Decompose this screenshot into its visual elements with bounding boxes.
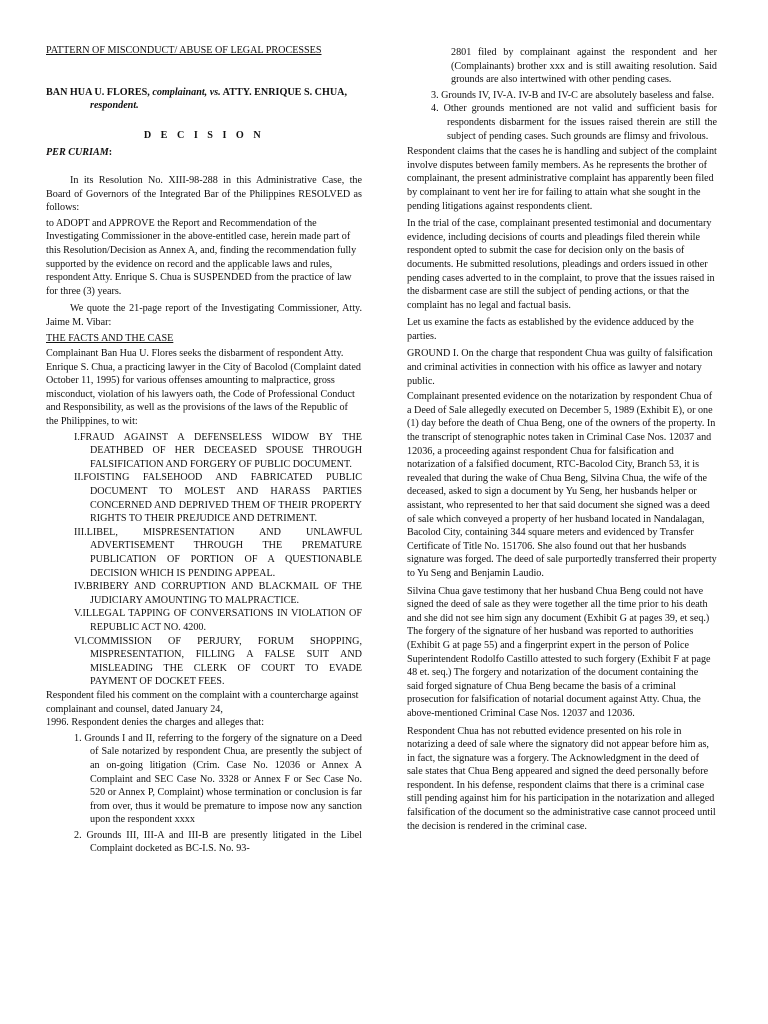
allegation-item: 1. Grounds I and II, referring to the forgery of the signature on a Deed of Sale notarized by respondent Chua, are presently the subject of an on-going litigation (Crim. Case No. 12036 or Annex A Complaint and SEC Case No. 3328 or Annex F or Sec Case No. 520 or Annex P, Complaint) whose termination or conclusion is far from over, thus it would be premature to impose now any sanction upon the respondent xxxx xyxy=(74,732,362,826)
complainant-role: complainant, xyxy=(152,86,208,98)
facts-heading: THE FACTS AND THE CASE xyxy=(46,332,174,344)
comment-line-a: Respondent filed his comment on the complaint with a countercharge against complainant and counsel, dated January 24, xyxy=(46,689,359,715)
resolution-paragraph: In its Resolution No. XIII-98-288 in this Administrative Case, the Board of Governors of the Integrated Bar of the Philippines RESOLVED as follows: xyxy=(46,174,362,214)
examine-facts-paragraph: Let us examine the facts as established by the evidence adduced by the parties. xyxy=(407,317,694,342)
charge-item: VI.COMMISSION OF PERJURY, FORUM SHOPPING, MISPRESENTATION, FILLING A FALSE SUIT AND MISLEADING THE CLERK OF COURT TO EVADE PAYMENT OF DOCKET FEES. xyxy=(74,635,362,688)
complainant-name: BAN HUA U. FLORES, xyxy=(46,86,150,98)
charge-item: II.FOISTING FALSEHOOD AND FABRICATED PUBLIC DOCUMENT TO MOLEST AND HARASS PARTIES CONCERNED AND DEPRIVED THEM OF THEIR PROPERTY RIGHTS TO THEIR PREJUDICE AND DETRIMENT. xyxy=(74,472,362,525)
charge-item: I.FRAUD AGAINST A DEFENSELESS WIDOW BY THE DEATHBED OF HER DECEASED SPOUSE THROUGH FALSIFICATION AND FORGERY OF PUBLIC DOCUMENT. xyxy=(74,431,362,470)
resolution-quote: to ADOPT and APPROVE the Report and Recommendation of the Investigating Commissioner in the above-entitled case, herein made part of this Resolution/Decision as Annex A, and, finding the recommendation fully supported by the evidence on record and the applicable laws and rules, respondent Atty. Enrique S. Chua is SUSPENDED from the practice of law for three (3) years. xyxy=(46,217,357,297)
evidence-paragraph: Complainant presented evidence on the notarization by respondent Chua of a Deed of Sale allegedly executed on December 5, 1989 (Exhibit E), or one (1) day before the death of Chua Beng, one of the owners of the property. In the transcript of stenographic notes taken in Criminal Case Nos. 12037 and 12036, a proceeding against respondent Chua for falsification and notarization of a falsified document, RTC-Bacolod City, Branch 53, it is revealed that during the wake of Chua Beng, Silvina Chua, the wife of the deceased, asked to sign a document by Yu Seng, her husbands helper or assistant, who represented to her that said document she signed was a deed of sale which conveyed a property of her husband located in Nandalagan, Bacolod City, containing 344 square meters and evidenced by Transfer Certificate of Title No. 151706. She also found out that her husbands signature was forged. The deed of sale purportedly transferred their property to Yu Seng and Benjamin Laudio. xyxy=(407,391,717,579)
comment-paragraph xyxy=(46,689,362,730)
complaint-paragraph: Complainant Ban Hua U. Flores seeks the disbarment of respondent Atty. Enrique S. Chua, a practicing lawyer in the City of Bacolod (Complaint dated October 11, 1995) for various offenses amounting to malpractice, gross misconduct, violation of his lawyers oath, the Code of Professional Conduct and Responsibility, as well as the provisions of the laws of the Republic of the Philippines, to wit: xyxy=(46,348,361,428)
charges-list xyxy=(46,431,362,689)
case-parties xyxy=(46,86,362,113)
charge-item: IV.BRIBERY AND CORRUPTION AND BLACKMAIL OF THE JUDICIARY AMOUNTING TO MALPRACTICE. xyxy=(74,581,362,606)
right-column xyxy=(407,46,717,833)
respondent-claim-paragraph: Respondent claims that the cases he is handling and subject of the complaint involve disputes between family members. As he represents the brother of complainant, the present administrative complaint has apparently been filed by complainant to vent her ire for failing to attain what she sought in the pending litigations against respondents client. xyxy=(407,146,717,212)
comment-line-b: 1996. Respondent denies the charges and alleges that: xyxy=(46,717,265,729)
per-curiam-label: PER CURIAM xyxy=(46,147,109,159)
respondent-name: ATTY. ENRIQUE S. CHUA, xyxy=(222,86,348,98)
allegations-list xyxy=(46,732,362,856)
allegation-item: 4. Other grounds mentioned are not valid and sufficient basis for respondents disbarment for the issues raised therein are still the subject of pending cases. Such grounds are flimsy and frivolous. xyxy=(431,103,717,142)
document-title: PATTERN OF MISCONDUCT/ ABUSE OF LEGAL PROCESSES xyxy=(46,45,322,56)
charge-item: III.LIBEL, MISPRESENTATION AND UNLAWFUL ADVERTISEMENT THROUGH THE PREMATURE PUBLICATION OF PORTION OF A QUESTIONABLE DECISION WHICH IS PENDING APPEAL. xyxy=(74,526,362,579)
per-curiam-colon: : xyxy=(108,147,113,159)
allegations-list-continued xyxy=(407,89,717,143)
report-intro: We quote the 21-page report of the Investigating Commissioner, Atty. Jaime M. Vibar: xyxy=(46,303,362,328)
versus: vs. xyxy=(209,86,221,98)
trial-paragraph: In the trial of the case, complainant presented testimonial and documentary evidence, including decisions of courts and pleadings filed therein while respondent opted to submit the case for decision only on the basis of documents. He submitted resolutions, pleadings and orders issued in other pending cases adverted to in the complaint, to prove that the issues raised in the disbarment case are still the subject of pending actions, or that the complaint has no legal and factual basis. xyxy=(407,218,715,311)
charge-item: V.ILLEGAL TAPPING OF CONVERSATIONS IN VIOLATION OF REPUBLIC ACT NO. 4200. xyxy=(74,608,362,633)
left-column xyxy=(46,44,362,856)
rebuttal-paragraph: Respondent Chua has not rebutted evidence presented on his role in notarizing a deed of sale where the signatory did not appear before him as, in fact, the signature was a forgery. The Acknowledgment in the deed of sale states that Chua Beng appeared and signed the deed personally before respondent. In his defense, respondent claims that there is a criminal case still pending against him for his participation in the notarization and alleged falsification of the document so the administrative case cannot proceed until the decision is rendered in the criminal case. xyxy=(407,725,716,832)
allegation-continuation: 2801 filed by complainant against the respondent and her (Complainants) brother xxx and is still awaiting resolution. Said grounds are also intertwined with other pending cases. xyxy=(451,47,717,86)
allegation-item: 3. Grounds IV, IV-A. IV-B and IV-C are absolutely baseless and false. xyxy=(431,89,714,101)
respondent-role: respondent. xyxy=(90,100,139,112)
testimony-paragraph: Silvina Chua gave testimony that her husband Chua Beng could not have signed the deed of sale as they were together all the time prior to his death and she did not see him sign any document (Exhibit G at pages 39, et seq.) The forgery of the signature of her husband was reported to authorities (Exhibit G at page 55) and a fingerprint expert in the person of Police Superintendent Rodolfo Castillo attested to such forgery (Exhibit F at page 48 et. seq.) The forgery and notarization of the document containing the said forged signature of Chua Beng became the basis of a criminal prosecution for falsification of notarial document against Atty. Chua, the above-mentioned Criminal Case Nos. 12037 and 12036. xyxy=(407,585,711,719)
per-curiam xyxy=(46,146,362,160)
allegation-item: 2. Grounds III, III-A and III-B are presently litigated in the Libel Complaint docketed as BC-I.S. No. 93- xyxy=(74,829,362,855)
ground-one-paragraph: GROUND I. On the charge that respondent Chua was guilty of falsification and criminal activities in connection with his office as lawyer and notary public. xyxy=(407,348,713,387)
decision-heading: D E C I S I O N xyxy=(143,129,265,141)
